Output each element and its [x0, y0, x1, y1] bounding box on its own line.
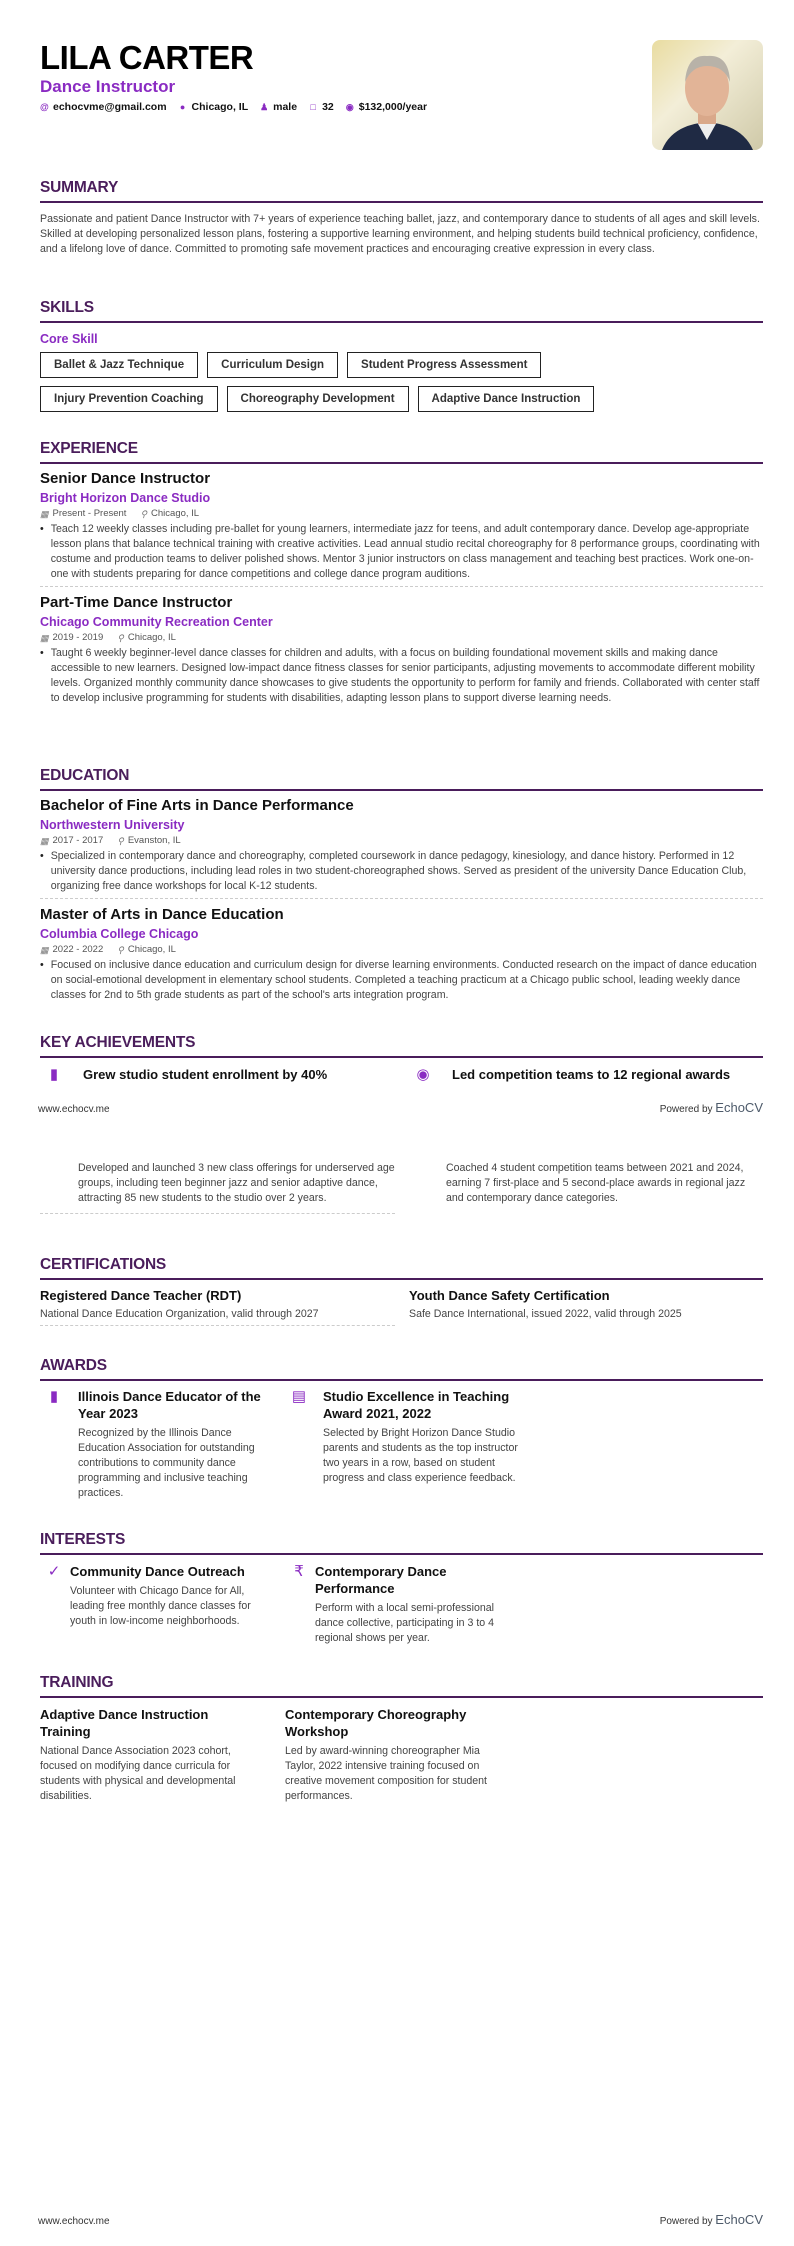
calendar-icon: □ [310, 101, 316, 112]
location-icon: ⚲ [117, 836, 124, 846]
contact-location: Chicago, IL [191, 101, 249, 113]
dates: 2017 - 2017 [52, 835, 104, 846]
award-title: Studio Excellence in Teaching Award 2021, 2022 [323, 1389, 510, 1421]
section-heading: TRAINING [40, 1674, 763, 1698]
interest-title: Contemporary Dance Performance [315, 1564, 447, 1596]
location: Chicago, IL [127, 944, 176, 955]
location: Evanston, IL [127, 835, 181, 846]
contact-gender: male [273, 101, 298, 113]
award-title: Illinois Dance Educator of the Year 2023 [78, 1389, 261, 1421]
calendar-icon: ▦ [40, 945, 49, 955]
location-icon: ⚲ [140, 509, 148, 519]
dates: 2022 - 2022 [52, 944, 104, 955]
clipboard-icon: ▮ [49, 1388, 59, 1405]
training-section [40, 1674, 763, 1804]
powered-by [660, 1100, 763, 1115]
location-icon: ⚲ [117, 945, 124, 955]
achievements-section [40, 1034, 763, 1084]
skill-chip: Ballet & Jazz Technique [40, 352, 198, 378]
footer-site[interactable]: www.echocv.me [38, 2216, 110, 2227]
powered-by [660, 2212, 763, 2227]
interests-section [40, 1531, 763, 1646]
brand-logo: EchoCV [715, 2212, 763, 2227]
degree: Bachelor of Fine Arts in Dance Performance [40, 797, 354, 814]
location-icon: ● [179, 101, 186, 112]
contact-email[interactable]: echocvme@gmail.com [53, 101, 167, 113]
check-icon: ✓ [47, 1563, 61, 1580]
award-desc: Selected by Bright Horizon Dance Studio parents and students as the top instructor two years in a row, based on student progress and class experience feedback. [323, 1427, 518, 1484]
section-heading: INTERESTS [40, 1531, 763, 1555]
section-heading: AWARDS [40, 1357, 763, 1381]
section-heading: EDUCATION [40, 767, 763, 791]
award-desc: Recognized by the Illinois Dance Education Association for outstanding contributions to community dance programming and inclusive teaching practices. [78, 1427, 255, 1499]
training-title: Adaptive Dance Instruction Training [40, 1707, 209, 1739]
cert-title: Registered Dance Teacher (RDT) [40, 1288, 242, 1303]
location: Chicago, IL [127, 632, 176, 643]
footer-site[interactable]: www.echocv.me [38, 1104, 110, 1115]
salary-icon: ◉ [345, 101, 354, 112]
cert-title: Youth Dance Safety Certification [409, 1288, 610, 1303]
achievement-title: Led competition teams to 12 regional awards [452, 1067, 731, 1082]
awards-section [40, 1357, 763, 1501]
skill-chip: Student Progress Assessment [347, 352, 541, 378]
training-desc: Led by award-winning choreographer Mia Taylor, 2022 intensive training focused on creative movement composition for student performances. [285, 1745, 487, 1802]
job-title: Part-Time Dance Instructor [40, 594, 233, 611]
calendar-icon: ▦ [40, 836, 49, 846]
contact-info [40, 100, 427, 114]
powered-by-label: Powered by [659, 2216, 713, 2227]
achievements-continued [40, 1161, 763, 1214]
chat-bubbles-icon: ◉ [416, 1066, 430, 1083]
interest-desc: Perform with a local semi-professional dance collective, participating in 3 to 4 regional shows per year. [315, 1602, 495, 1644]
training-title: Contemporary Choreography Workshop [285, 1707, 467, 1739]
school: Columbia College Chicago [40, 927, 199, 941]
location-icon: ⚲ [117, 633, 124, 643]
skill-chip: Adaptive Dance Instruction [418, 386, 595, 412]
cert-desc: National Dance Education Organization, valid through 2027 [40, 1308, 319, 1320]
dates: 2019 - 2019 [52, 632, 104, 643]
section-heading: CERTIFICATIONS [40, 1256, 763, 1280]
dates: Present - Present [52, 508, 127, 519]
calendar-icon: ▦ [40, 633, 49, 643]
summary-section [40, 179, 763, 257]
interest-desc: Volunteer with Chicago Dance for All, leading free monthly dance classes for youth in low-income neighborhoods. [70, 1585, 251, 1627]
skill-chip: Choreography Development [227, 386, 409, 412]
location: Chicago, IL [151, 508, 200, 519]
education-item: Master of Arts in Dance Education Columbia College Chicago ▦ 2022 - 2022 ⚲ Chicago, IL • Focused on inclusive dance education and curriculum design for diverse learning environments. Conducted research on the impact of dance education on social-emotional development in elementary school students. Completed a teaching practicum at a Chicago public school, leading weekly dance classes for 2nd to 5th grade students as part of the school's arts integration program. [40, 905, 763, 1007]
contact-salary: $132,000/year [358, 101, 428, 113]
description: Taught 6 weekly beginner-level dance classes for children and adults, with a focus on building foundational movement skills and making dance accessible to new learners. Designed low-impact dance fitness classes for senior participants, adjusting movements to accommodate different mobility levels. Organized monthly community dance showcases to give students the opportunity to perform for family and friends. Collaborated with center staff to develop inclusive programming for students with disabilities, adapting lesson plans to support diverse learning needs. [50, 647, 760, 704]
skills-section [40, 299, 763, 412]
rupee-coin-icon: ₹ [294, 1563, 304, 1580]
skill-group-title: Core Skill [40, 332, 98, 346]
person-icon: ♟ [260, 101, 269, 112]
document-chart-icon: ▮ [49, 1066, 59, 1083]
archive-icon: ▤ [291, 1388, 307, 1405]
profile-photo [652, 40, 763, 150]
powered-by-label: Powered by [659, 1104, 713, 1115]
school: Northwestern University [40, 818, 185, 832]
education-item: Bachelor of Fine Arts in Dance Performance Northwestern University ▦ 2017 - 2017 ⚲ Evanston, IL • Specialized in contemporary dance and choreography, completed coursework in dance pedagogy, kinesiology, and dance history. Performed in 12 university dance productions, including lead roles in two student-choreographed shows. Served as president of the university Dance Education Club, organizing free dance workshops for local K-12 students. [40, 796, 763, 899]
cert-desc: Safe Dance International, issued 2022, valid through 2025 [409, 1308, 682, 1320]
section-heading: SUMMARY [40, 179, 763, 203]
description: Specialized in contemporary dance and choreography, completed coursework in dance pedagogy, kinesiology, and dance history. Performed in 12 university dance productions, including lead roles in two student-choreographed shows. Served as president of the university Dance Education Club, organizing free dance workshops for local K-12 students. [50, 850, 747, 892]
company: Chicago Community Recreation Center [40, 615, 273, 629]
description: Teach 12 weekly classes including pre-ballet for young learners, intermediate jazz for teens, and adult contemporary dance. Develop age-appropriate lesson plans that balance technical training with creative activities. Lead annual studio recital choreography for 8 performance groups, coordinating with costume and production teams to deliver polished shows. Mentor 3 junior instructors on class management and teaching best practices. Work one-on-one with students preparing for dance competitions and college dance program auditions. [50, 523, 760, 580]
resume-page-2 [0, 1123, 794, 2246]
description: Focused on inclusive dance education and curriculum design for diverse learning environments. Conducted research on the impact of dance education on social-emotional development in elementary school students. Completed a teaching practicum at a Chicago public school, leading weekly dance classes for 2nd to 5th grade students as part of the school's arts integration program. [50, 959, 757, 1001]
experience-item: Senior Dance Instructor Bright Horizon Dance Studio ▦ Present - Present ⚲ Chicago, IL • Teach 12 weekly classes including pre-ballet for young learners, intermediate jazz for teens, and adult contemporary dance. Develop age-appropriate lesson plans that balance technical training with creative activities. Lead annual studio recital choreography for 8 performance groups, coordinating with costume and production teams to deliver polished shows. Mentor 3 junior instructors on class management and teaching best practices. Work one-on-one with students preparing for dance competitions and college dance program auditions. [40, 469, 763, 587]
education-section [40, 767, 763, 1013]
experience-item: Part-Time Dance Instructor Chicago Community Recreation Center ▦ 2019 - 2019 ⚲ Chicago, IL • Taught 6 weekly beginner-level dance classes for children and adults, with a focus on building foundational movement skills and making dance accessible to new learners. Designed low-impact dance fitness classes for senior participants, adjusting movements to accommodate different mobility levels. Organized monthly community dance showcases to give students the opportunity to perform for family and friends. Collaborated with center staff to develop inclusive programming for students with disabilities, adapting lesson plans to support diverse learning needs. [40, 593, 763, 710]
section-heading: EXPERIENCE [40, 440, 763, 464]
brand-logo: EchoCV [715, 1100, 763, 1115]
achievement-title: Grew studio student enrollment by 40% [83, 1067, 328, 1082]
email-icon: @ [40, 101, 49, 112]
achievement-desc: Coached 4 student competition teams between 2021 and 2024, earning 7 first-place and 5 second-place awards in regional jazz and contemporary dance categories. [446, 1162, 746, 1204]
summary-text: Passionate and patient Dance Instructor with 7+ years of experience teaching ballet, jazz, and contemporary dance to students of all ages and skill levels. Skilled at developing personalized lesson plans, fostering a supportive learning environment, and helping students build technical proficiency, confidence, and a lifelong love of dance. Committed to promoting safe movement practices and encouraging creative expression in every class. [40, 213, 760, 255]
section-heading: SKILLS [40, 299, 763, 323]
degree: Master of Arts in Dance Education [40, 906, 284, 923]
skill-chip: Injury Prevention Coaching [40, 386, 218, 412]
certifications-section [40, 1256, 763, 1326]
training-desc: National Dance Association 2023 cohort, focused on modifying dance curricula for students with physical and developmental disabilities. [40, 1745, 236, 1802]
candidate-name: LILA CARTER [40, 39, 254, 76]
job-title: Senior Dance Instructor [40, 470, 211, 487]
company: Bright Horizon Dance Studio [40, 491, 211, 505]
contact-age: 32 [322, 101, 334, 113]
skill-chip: Curriculum Design [207, 352, 338, 378]
calendar-icon: ▦ [40, 509, 49, 519]
interest-title: Community Dance Outreach [70, 1564, 245, 1579]
section-heading: KEY ACHIEVEMENTS [40, 1034, 763, 1058]
job-title: Dance Instructor [40, 77, 176, 96]
achievement-desc: Developed and launched 3 new class offerings for underserved age groups, including teen beginner jazz and senior adaptive dance, attracting 85 new students to the studio over 2 years. [40, 1161, 395, 1214]
experience-section [40, 440, 763, 716]
